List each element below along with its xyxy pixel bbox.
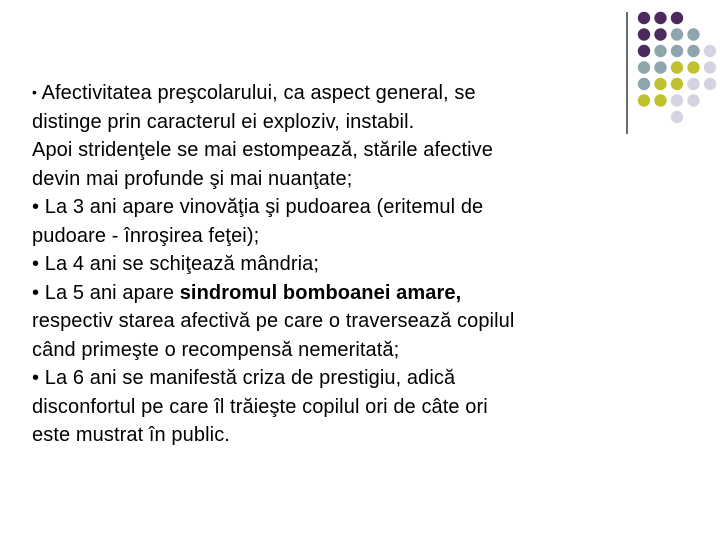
decorative-dot xyxy=(638,45,650,57)
decorative-dot xyxy=(638,12,650,24)
text-line: respectiv starea afectivă pe care o traversează copilul xyxy=(32,310,515,332)
text-line: distinge prin caracterul ei exploziv, instabil. xyxy=(32,110,415,133)
decorative-dot xyxy=(654,61,666,73)
decorative-dot xyxy=(638,28,650,40)
decorative-dot xyxy=(654,78,666,90)
decorative-dot xyxy=(671,94,683,106)
decorative-dot xyxy=(687,61,699,73)
text-line: pudoare - înroşirea feţei); xyxy=(32,224,260,247)
decorative-dot-grid xyxy=(630,8,720,138)
text-line: • La 4 ani se schiţează mândria; xyxy=(32,253,320,275)
decorative-dot xyxy=(638,61,650,73)
bullet: • xyxy=(32,84,38,100)
decorative-dot xyxy=(704,45,716,57)
decorative-dot xyxy=(671,111,683,123)
decorative-dot xyxy=(687,45,699,57)
decorative-dot xyxy=(704,61,716,73)
decorative-dot xyxy=(638,94,650,106)
text-line: este mustrat în public. xyxy=(32,424,230,446)
decorative-dot xyxy=(654,45,666,57)
text-fragment: • La 5 ani apare xyxy=(32,281,180,304)
slide-body-text xyxy=(32,78,632,450)
text-line xyxy=(32,78,632,108)
decorative-dot xyxy=(671,61,683,73)
decorative-dot xyxy=(654,12,666,24)
text-line: disconfortul pe care îl trăieşte copilul ori de câte ori xyxy=(32,395,488,418)
decorative-dot xyxy=(687,94,699,106)
decorative-dot xyxy=(671,12,683,24)
decorative-dot xyxy=(704,78,716,90)
text-line: • La 3 ani apare vinovăţia şi pudoarea (eritemul de xyxy=(32,196,484,218)
text-line xyxy=(32,279,632,308)
bold-term: sindromul bomboanei amare, xyxy=(179,281,462,304)
decorative-dot xyxy=(671,78,683,90)
text-line: • La 6 ani se manifestă criza de prestigiu, adică xyxy=(32,367,456,389)
decorative-dot xyxy=(671,28,683,40)
text-line: Apoi stridenţele se mai estompează, stările afective xyxy=(32,139,493,161)
decorative-dot xyxy=(638,78,650,90)
decorative-dot xyxy=(654,28,666,40)
decorative-dot xyxy=(687,28,699,40)
text-line: când primeşte o recompensă nemeritată; xyxy=(32,338,400,361)
decorative-dot xyxy=(654,94,666,106)
text-fragment: Afectivitatea preşcolarului, ca aspect general, se xyxy=(37,82,476,104)
decorative-dot xyxy=(671,45,683,57)
text-line: devin mai profunde şi mai nuanţate; xyxy=(32,167,353,190)
decorative-dot xyxy=(687,78,699,90)
